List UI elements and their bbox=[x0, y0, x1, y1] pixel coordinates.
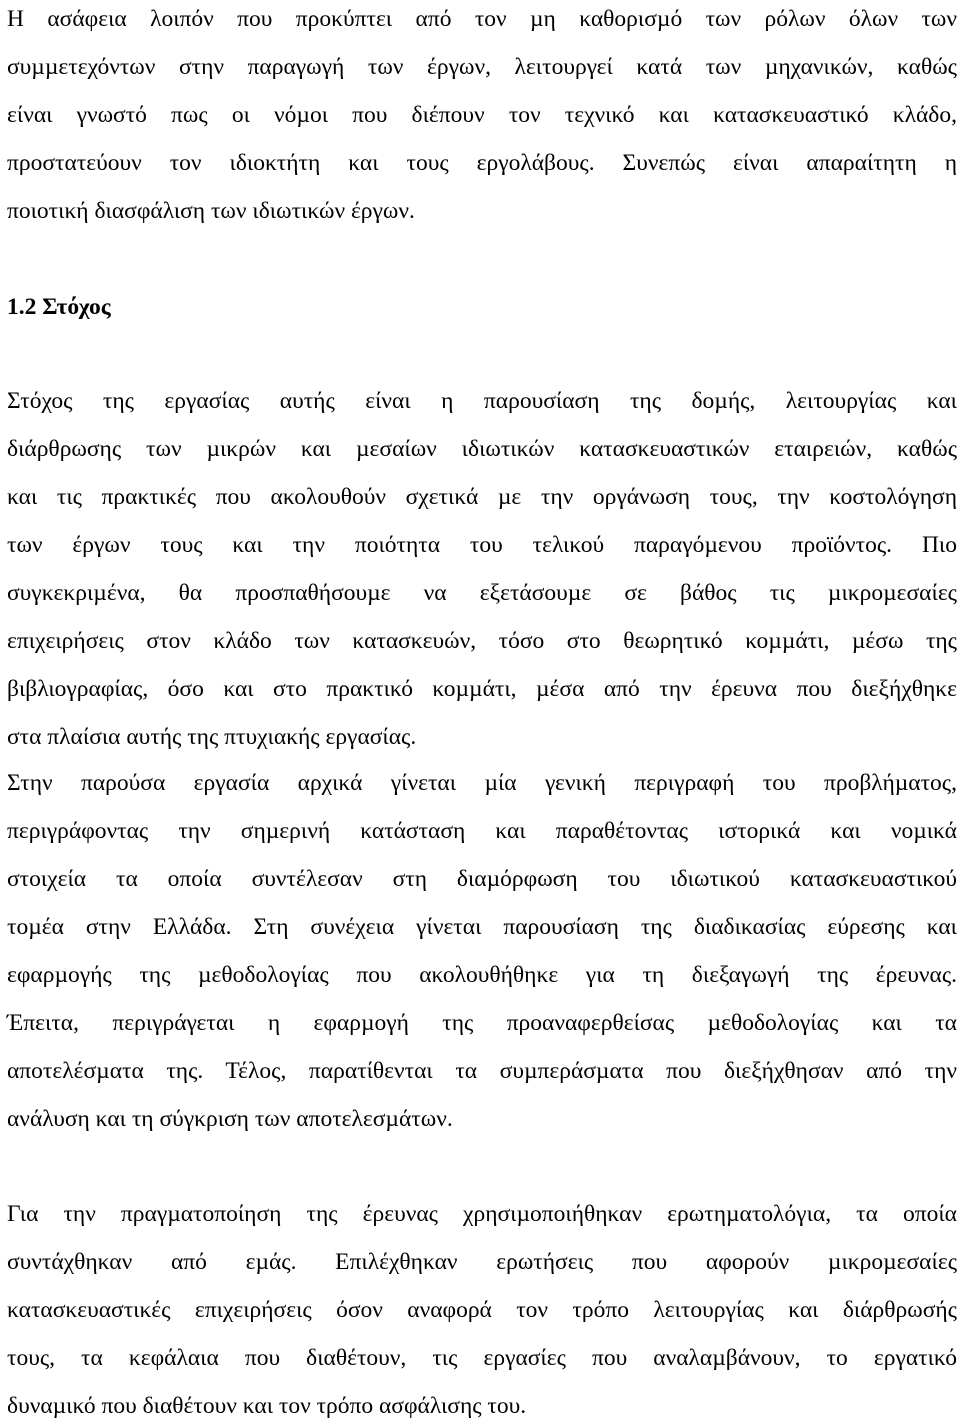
paragraph-line: των έργων τους και την ποιότητα του τελικού παραγόµενου προϊόντος. Πιο bbox=[7, 532, 957, 558]
paragraph-line: Στόχος της εργασίας αυτής είναι η παρουσίαση της δοµής, λειτουργίας και bbox=[7, 388, 957, 414]
paragraph-line: προστατεύουν τον ιδιοκτήτη και τους εργολάβους. Συνεπώς είναι απαραίτητη η bbox=[7, 150, 957, 176]
paragraph-line: τους, τα κεφάλαια που διαθέτουν, τις εργασίες που αναλαµβάνουν, το εργατικό bbox=[7, 1345, 957, 1371]
paragraph-line: συντάχθηκαν από εµάς. Επιλέχθηκαν ερωτήσεις που αφορούν µικροµεσαίες bbox=[7, 1249, 957, 1275]
paragraph-line: τοµέα στην Ελλάδα. Στη συνέχεια γίνεται παρουσίαση της διαδικασίας εύρεσης και bbox=[7, 914, 957, 940]
paragraph-line: συµµετεχόντων στην παραγωγή των έργων, λειτουργεί κατά των µηχανικών, καθώς bbox=[7, 54, 957, 80]
paragraph-line: διάρθρωσης των µικρών και µεσαίων ιδιωτικών κατασκευαστικών εταιρειών, καθώς bbox=[7, 436, 957, 462]
paragraph-line: στοιχεία τα οποία συντέλεσαν στη διαµόρφωση του ιδιωτικού κατασκευαστικού bbox=[7, 866, 957, 892]
paragraph-line: Στην παρούσα εργασία αρχικά γίνεται µία γενική περιγραφή του προβλήµατος, bbox=[7, 770, 957, 796]
paragraph-line: Έπειτα, περιγράγεται η εφαρµογή της προαναφερθείσας µεθοδολογίας και τα bbox=[7, 1010, 957, 1036]
section-heading: 1.2 Στόχος bbox=[7, 294, 111, 320]
paragraph-line: στα πλαίσια αυτής της πτυχιακής εργασίας. bbox=[7, 724, 417, 750]
paragraph-line: και τις πρακτικές που ακολουθούν σχετικά µε την οργάνωση τους, την κοστολόγηση bbox=[7, 484, 957, 510]
paragraph-line: εφαρµογής της µεθοδολογίας που ακολουθήθηκε για τη διεξαγωγή της έρευνας. bbox=[7, 962, 957, 988]
paragraph-line: αποτελέσµατα της. Τέλος, παρατίθενται τα συµπεράσµατα που διεξήχθησαν από την bbox=[7, 1058, 957, 1084]
paragraph-line: είναι γνωστό πως οι νόµοι που διέπουν τον τεχνικό και κατασκευαστικό κλάδο, bbox=[7, 102, 957, 128]
paragraph-line: επιχειρήσεις στον κλάδο των κατασκευών, τόσο στο θεωρητικό κοµµάτι, µέσω της bbox=[7, 628, 957, 654]
paragraph-line: βιβλιογραφίας, όσο και στο πρακτικό κοµµάτι, µέσα από την έρευνα που διεξήχθηκε bbox=[7, 676, 957, 702]
paragraph-line: Η ασάφεια λοιπόν που προκύπτει από τον µη καθορισµό των ρόλων όλων των bbox=[7, 6, 957, 32]
paragraph-line: ανάλυση και τη σύγκριση των αποτελεσµάτων. bbox=[7, 1106, 453, 1132]
paragraph-line: περιγράφοντας την σηµερινή κατάσταση και παραθέτοντας ιστορικά και νοµικά bbox=[7, 818, 957, 844]
paragraph-line: δυναµικό που διαθέτουν και τον τρόπο ασφάλισης του. bbox=[7, 1393, 527, 1419]
paragraph-line: κατασκευαστικές επιχειρήσεις όσον αναφορά τον τρόπο λειτουργίας και διάρθρωσής bbox=[7, 1297, 957, 1323]
paragraph-line: συγκεκριµένα, θα προσπαθήσουµε να εξετάσουµε σε βάθος τις µικροµεσαίες bbox=[7, 580, 957, 606]
paragraph-line: ποιοτική διασφάλιση των ιδιωτικών έργων. bbox=[7, 198, 415, 224]
paragraph-line: Για την πραγµατοποίηση της έρευνας χρησιµοποιήθηκαν ερωτηµατολόγια, τα οποία bbox=[7, 1201, 957, 1227]
